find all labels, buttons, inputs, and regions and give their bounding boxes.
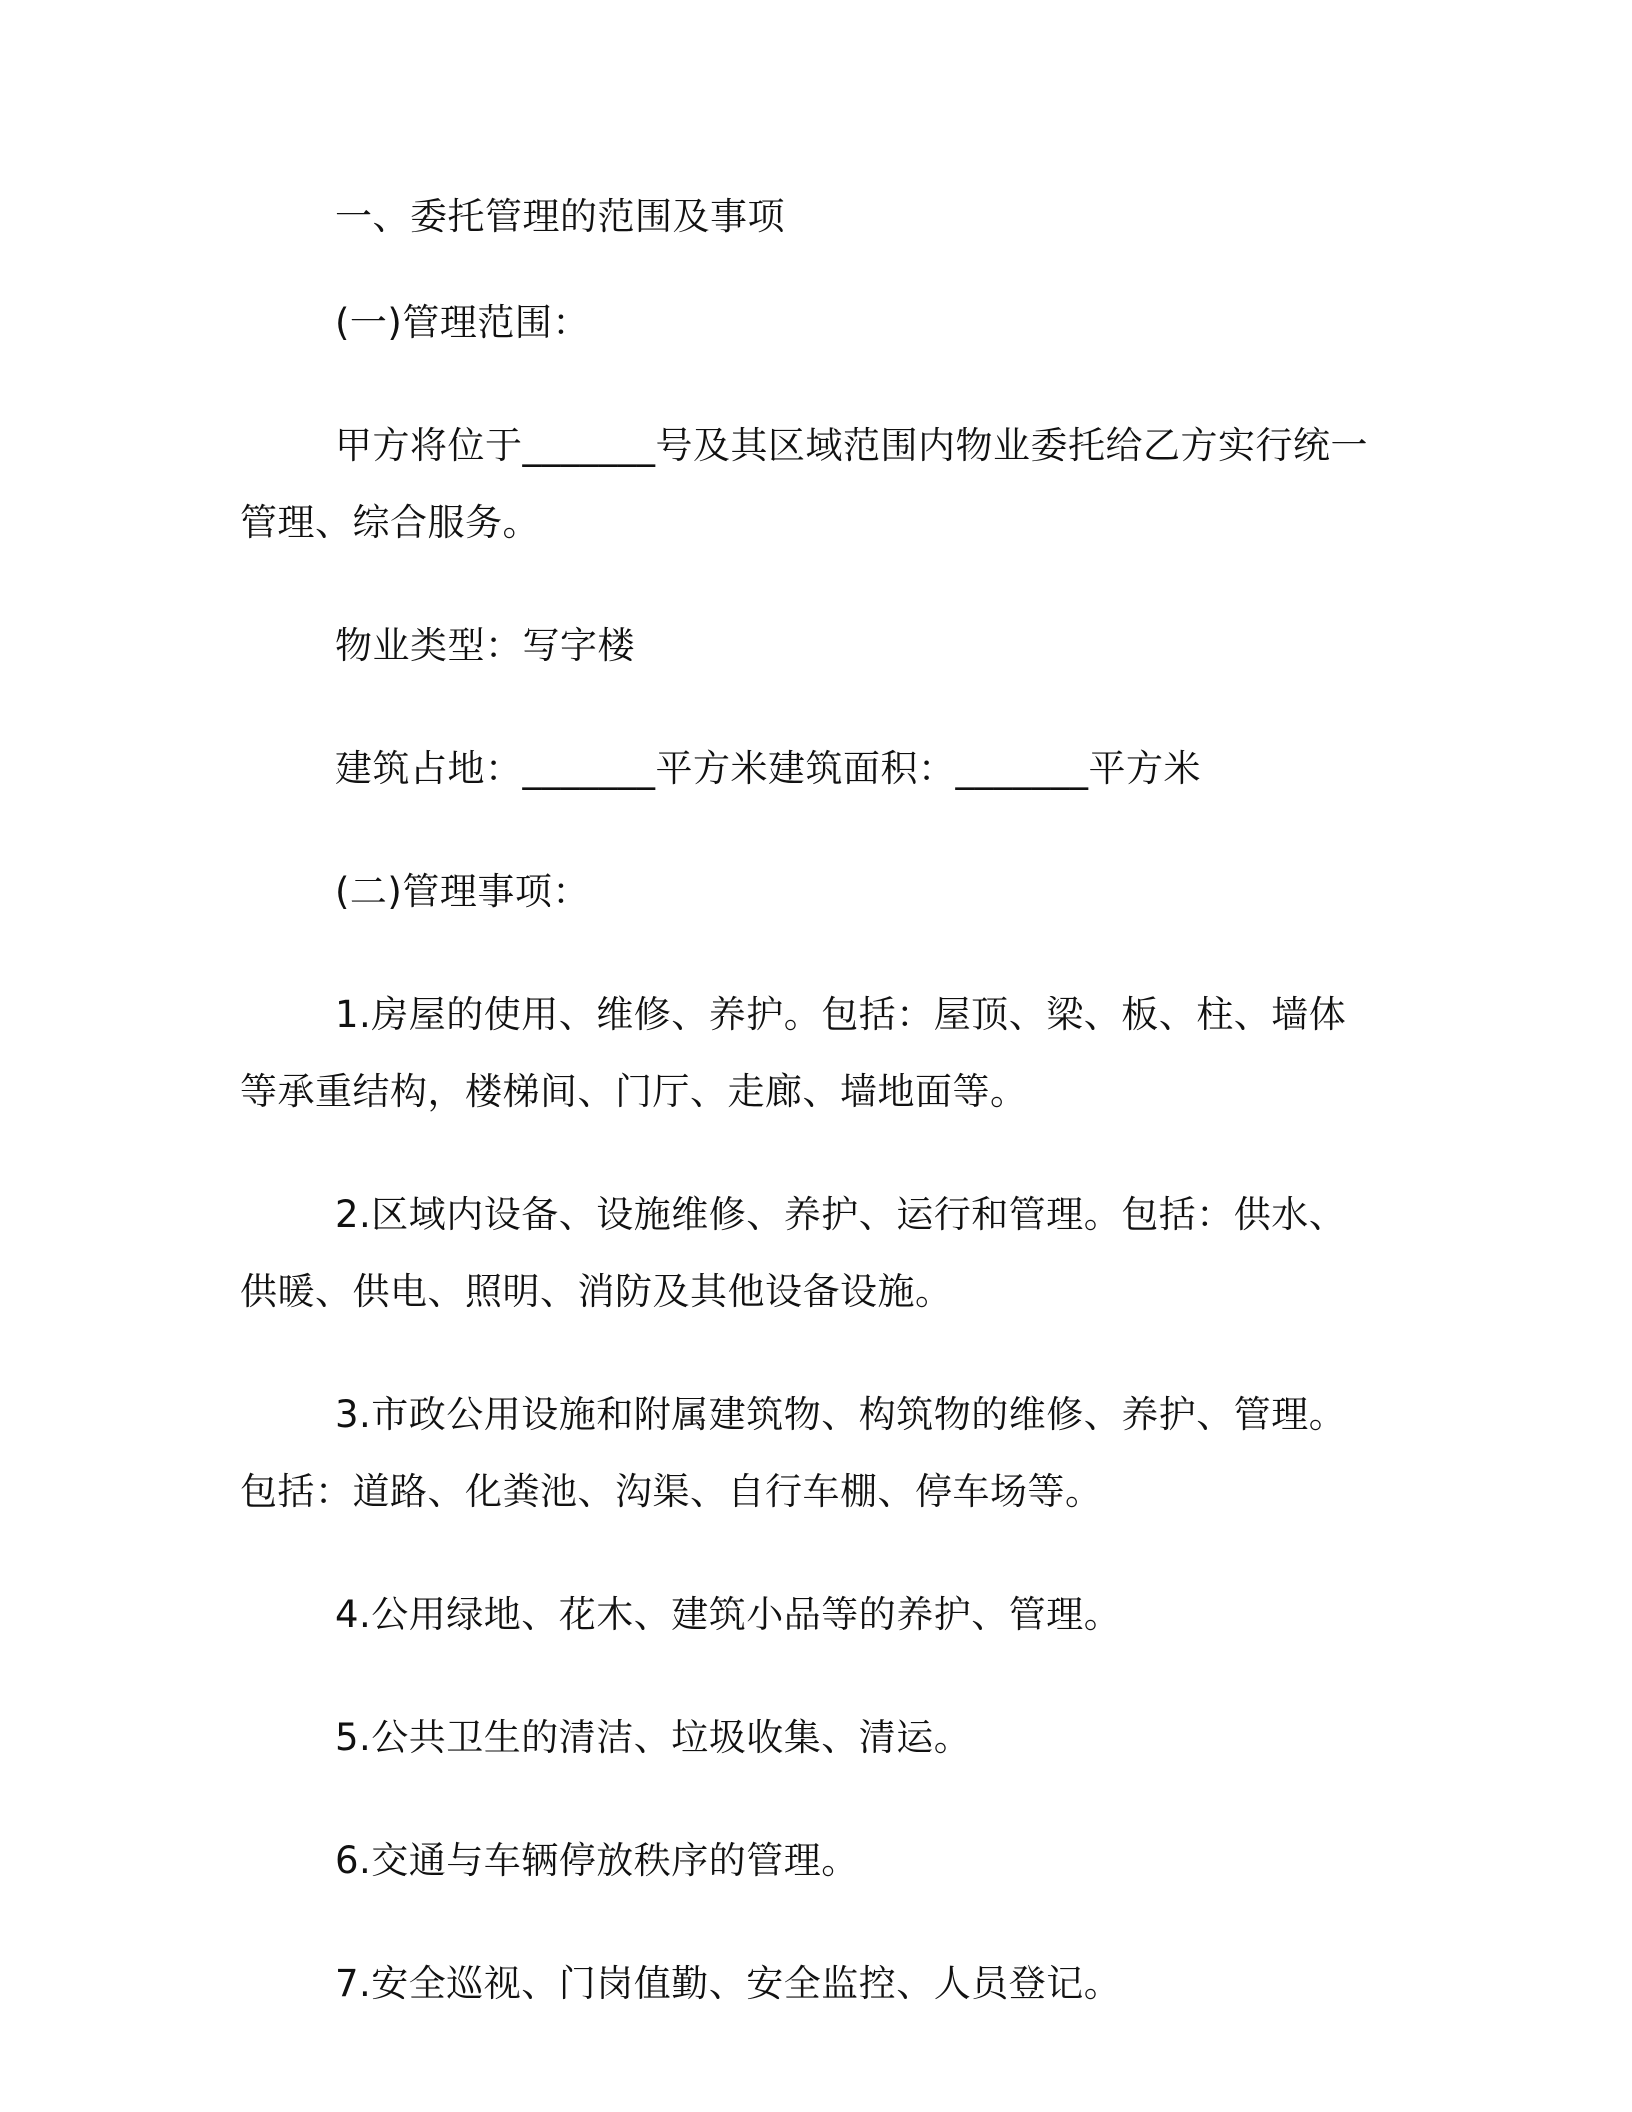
document-body (240, 178, 1370, 2068)
matter-item: 3.市政公用设施和附属建筑物、构筑物的维修、养护、管理。包括：道路、化粪池、沟渠、自行车棚、停车场等。 (240, 1393, 1347, 1513)
area-text: 建筑占地：_______平方米建筑面积：_______平方米 (335, 747, 1201, 790)
matter-item: 2.区域内设备、设施维修、养护、运行和管理。包括：供水、供暖、供电、照明、消防及其他设备设施。 (240, 1193, 1347, 1313)
scope-title: (一)管理范围： (335, 301, 590, 344)
scope-text: 甲方将位于_______号及其区域范围内物业委托给乙方实行统一管理、综合服务。 (240, 424, 1368, 544)
matter-item: 4.公用绿地、花木、建筑小品等的养护、管理。 (335, 1593, 1122, 1636)
matter-item: 6.交通与车辆停放秩序的管理。 (335, 1839, 859, 1882)
property-type: 物业类型：写字楼 (335, 624, 635, 667)
matter-item: 5.公共卫生的清洁、垃圾收集、清运。 (335, 1716, 972, 1759)
matter-item: 7.安全巡视、门岗值勤、安全监控、人员登记。 (335, 1962, 1122, 2005)
matter-item: 1.房屋的使用、维修、养护。包括：屋顶、梁、板、柱、墙体等承重结构，楼梯间、门厅、走廊、墙地面等。 (240, 993, 1347, 1113)
section-title: 一、委托管理的范围及事项 (335, 195, 785, 238)
matters-title: (二)管理事项： (335, 870, 590, 913)
